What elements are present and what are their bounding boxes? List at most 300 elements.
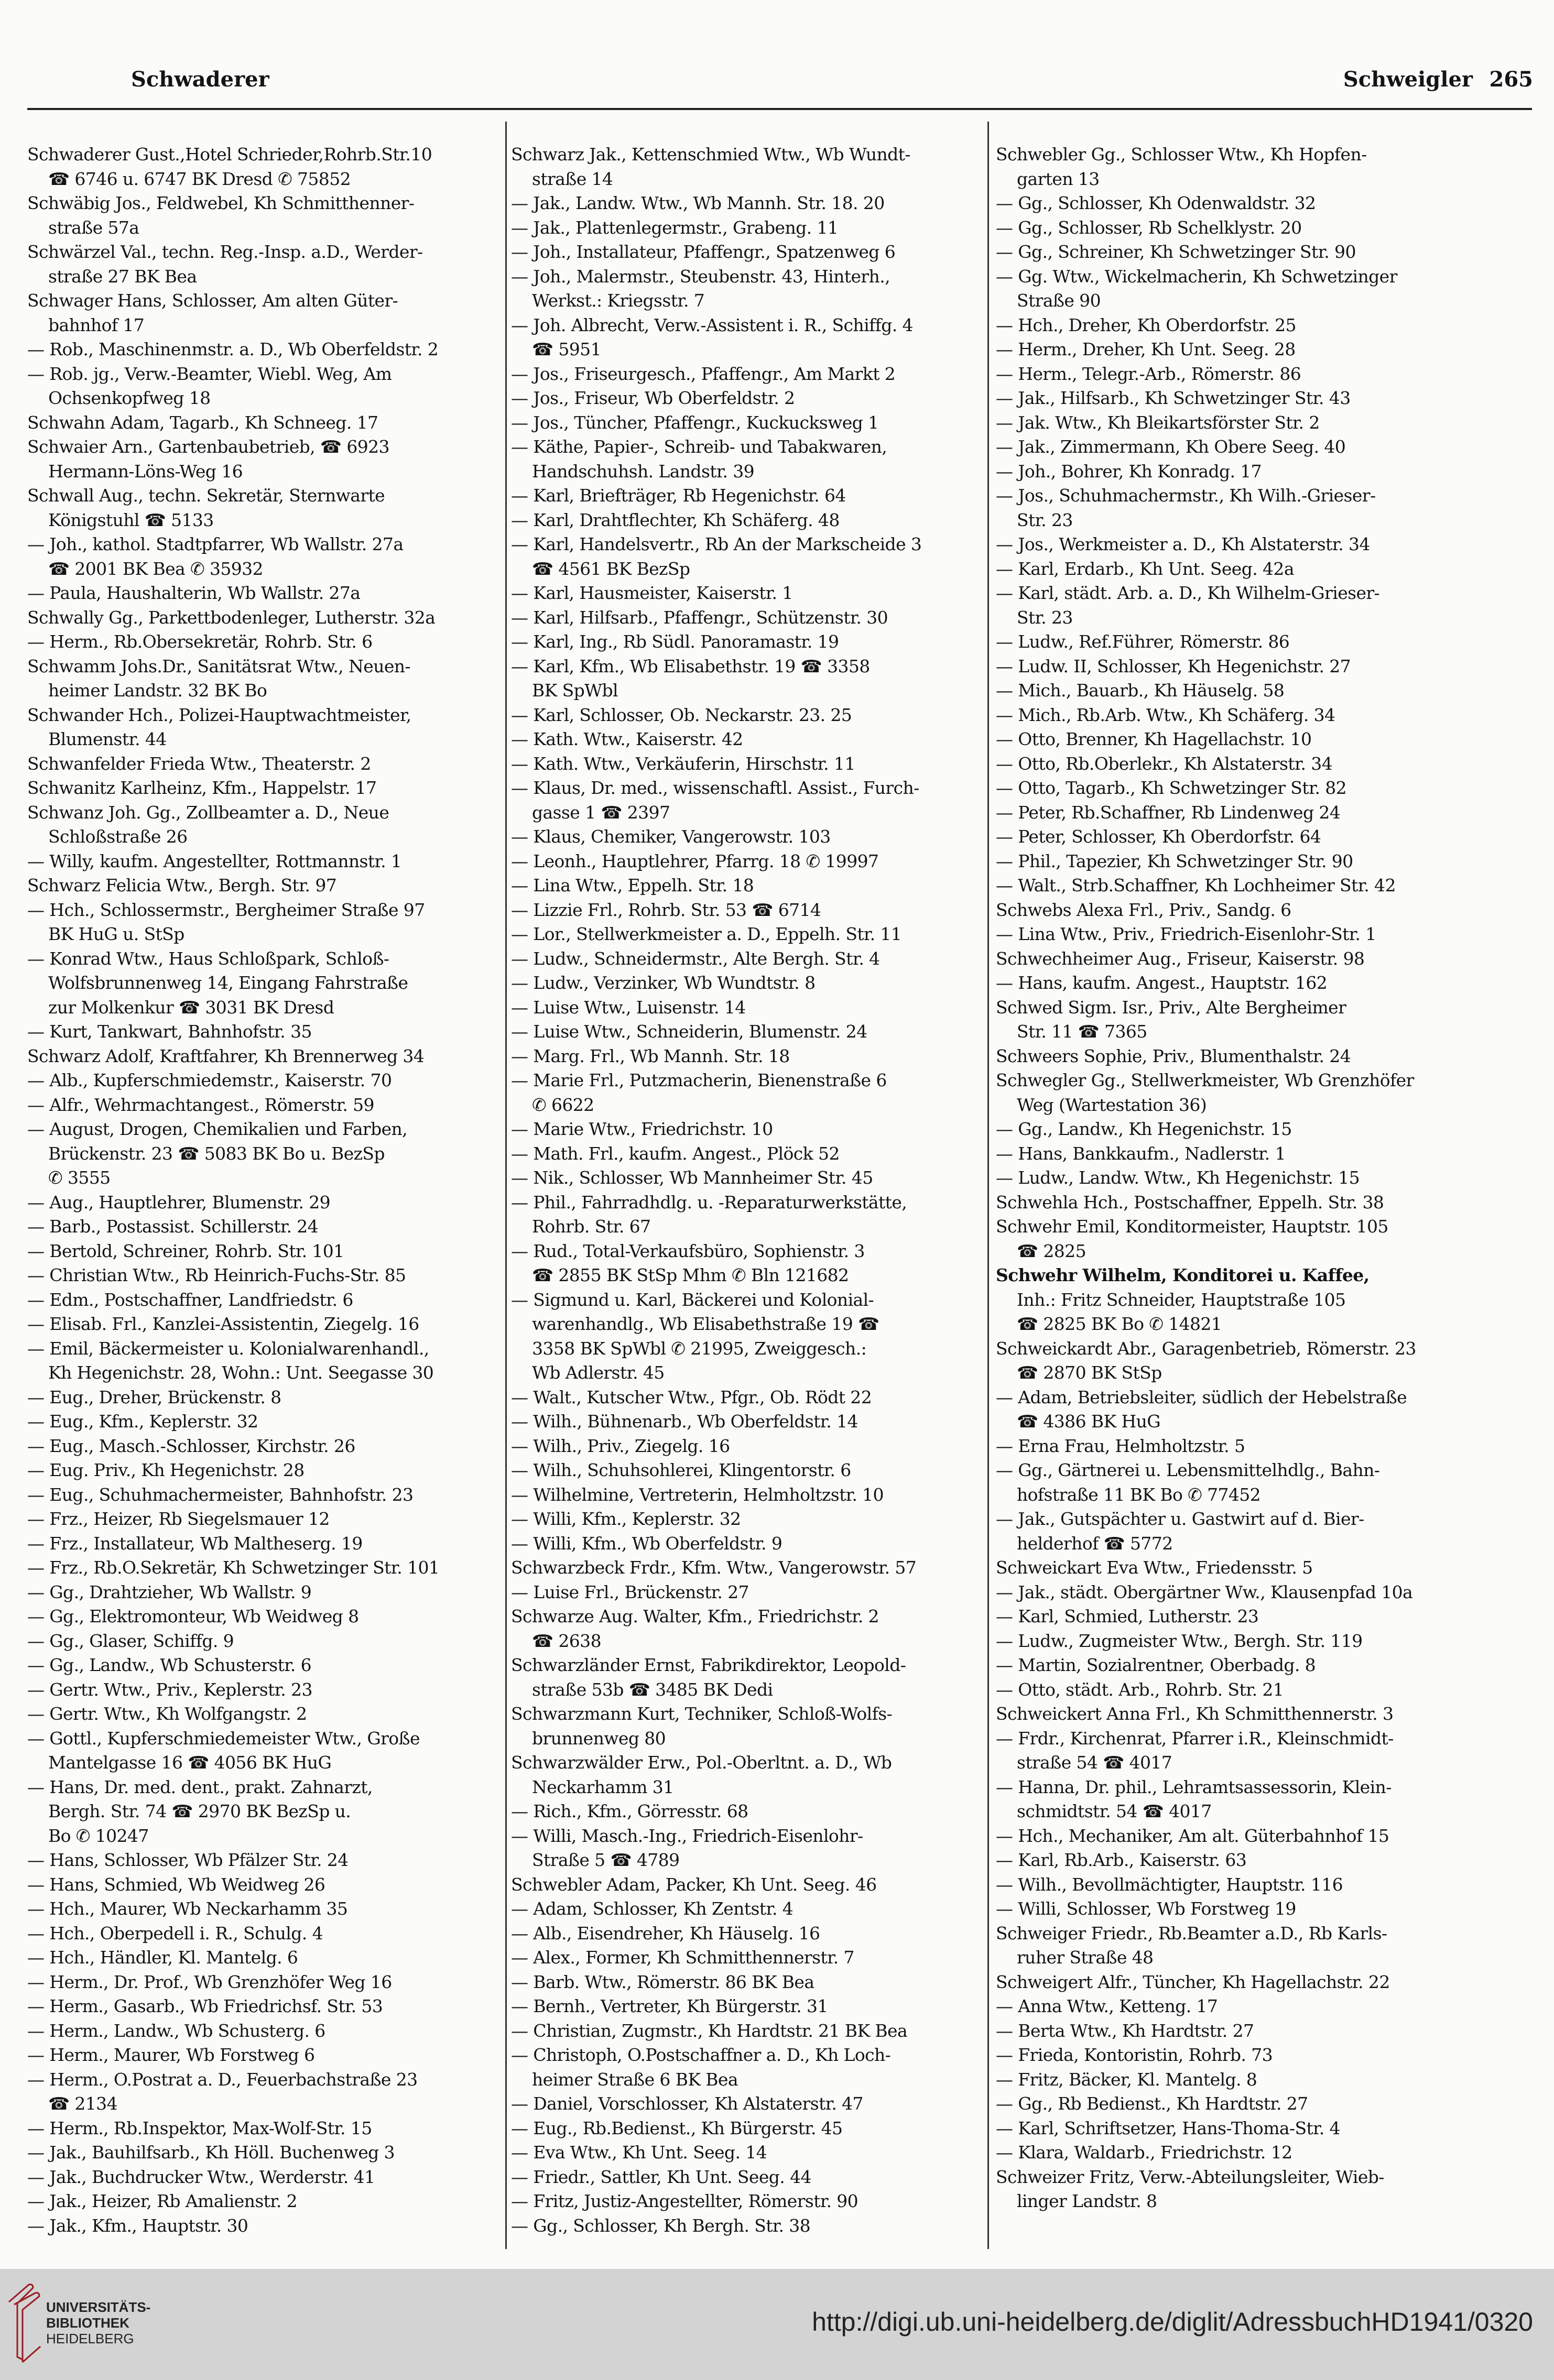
directory-entry [27, 2043, 502, 2068]
entry-line: — Ludw. II, Schlosser, Kh Hegenichstr. 27 [996, 656, 1351, 676]
entry-line: — Otto, städt. Arb., Rohrb. Str. 21 [996, 1679, 1284, 1700]
directory-entry [27, 1775, 502, 1849]
entry-line: Schwarz Adolf, Kraftfahrer, Kh Brennerweg 34 [27, 1045, 425, 1066]
entry-line: — Willi, Kfm., Keplerstr. 32 [511, 1509, 741, 1529]
directory-entry [996, 1337, 1530, 1385]
directory-entry [996, 1068, 1530, 1117]
entry-line: — Herm., Maurer, Wb Forstweg 6 [27, 2045, 315, 2065]
directory-entry [996, 947, 1530, 971]
entry-line: Schweickert Anna Frl., Kh Schmitthennerstr. 3 [996, 1704, 1394, 1724]
entry-line: — Jak., Zimmermann, Kh Obere Seeg. 40 [996, 436, 1346, 457]
directory-entry [996, 191, 1530, 216]
entry-line: — Alb., Eisendreher, Kh Häuselg. 16 [511, 1923, 820, 1944]
directory-entry [996, 2165, 1530, 2214]
entry-line: — Marie Frl., Putzmacherin, Bienenstraße 6 [511, 1070, 887, 1090]
entry-line: — Martin, Sozialrentner, Oberbadg. 8 [996, 1655, 1316, 1675]
entry-line: Schwed Sigm. Isr., Priv., Alte Bergheimer [996, 997, 1346, 1018]
directory-entry [511, 1580, 982, 1605]
directory-entry [511, 849, 982, 874]
directory-entry [27, 1458, 502, 1483]
directory-entry [511, 2092, 982, 2116]
entry-line: — Mich., Rb.Arb. Wtw., Kh Schäferg. 34 [996, 704, 1335, 725]
entry-line: — Karl, Hausmeister, Kaiserstr. 1 [511, 583, 793, 603]
entry-line: — Otto, Brenner, Kh Hagellachstr. 10 [996, 729, 1312, 749]
directory-entry [511, 1970, 982, 1995]
entry-line: — Willi, Masch.-Ing., Friedrich-Eisenlohr- [511, 1825, 863, 1846]
directory-entry [511, 313, 982, 362]
entry-line: — Peter, Schlosser, Kh Oberdorfstr. 64 [996, 826, 1321, 847]
directory-entry [996, 1385, 1530, 1434]
entry-line: — Gg., Schreiner, Kh Schwetzinger Str. 90 [996, 242, 1356, 262]
entry-line: — Luise Wtw., Luisenstr. 14 [511, 997, 746, 1018]
directory-entry [996, 1117, 1530, 1142]
entry-line: — Karl, Drahtflechter, Kh Schäferg. 48 [511, 509, 840, 530]
directory-entry [996, 1044, 1530, 1069]
directory-entry [27, 1629, 502, 1654]
directory-entry [996, 484, 1530, 532]
entry-line: — Eug., Schuhmachermeister, Bahnhofstr. 23 [27, 1484, 414, 1505]
entry-continuation-line: Mantelgasse 16 ☎ 4056 BK HuG [48, 1752, 332, 1773]
entry-line: Schwebler Adam, Packer, Kh Unt. Seeg. 46 [511, 1874, 877, 1895]
directory-entry [27, 1020, 502, 1044]
directory-entry [996, 1556, 1530, 1580]
entry-line: — Ludw., Verzinker, Wb Wundtstr. 8 [511, 973, 816, 993]
header-rule [27, 108, 1532, 110]
entry-line: — Gg., Elektromonteur, Wb Weidweg 8 [27, 1606, 359, 1626]
entry-line: Schwamm Johs.Dr., Sanitätsrat Wtw., Neuen- [27, 656, 410, 676]
directory-entry [511, 411, 982, 435]
entry-line: — Hans, Schmied, Wb Weidweg 26 [27, 1874, 325, 1895]
entry-line: — Frieda, Kontoristin, Rohrb. 73 [996, 2045, 1273, 2065]
entry-line: — Herm., Telegr.-Arb., Römerstr. 86 [996, 363, 1301, 384]
entry-line: — Daniel, Vorschlosser, Kh Alstaterstr. 47 [511, 2093, 863, 2114]
entry-line: — Willi, Kfm., Wb Oberfeldstr. 9 [511, 1533, 783, 1554]
entry-line: — Karl, Briefträger, Rb Hegenichstr. 64 [511, 485, 846, 506]
directory-entry [511, 508, 982, 533]
entry-continuation-line: bahnhof 17 [48, 314, 145, 335]
directory-entry [996, 971, 1530, 996]
entry-continuation-line: gasse 1 ☎ 2397 [532, 802, 670, 823]
entry-continuation-line: heimer Landstr. 32 BK Bo [48, 680, 267, 701]
entry-line: — Herm., Landw., Wb Schusterg. 6 [27, 2020, 325, 2041]
entry-continuation-line: Schloßstraße 26 [48, 826, 188, 847]
entry-line: — Berta Wtw., Kh Hardtstr. 27 [996, 2020, 1254, 2041]
directory-entry [27, 289, 502, 337]
entry-line: — Gertr. Wtw., Priv., Keplerstr. 23 [27, 1679, 312, 1700]
directory-entry [996, 337, 1530, 362]
entry-continuation-line: ruher Straße 48 [1017, 1947, 1154, 1968]
entry-line: — Joh. Albrecht, Verw.-Assistent i. R., Schiffg. 4 [511, 314, 913, 335]
entry-line: — Peter, Rb.Schaffner, Rb Lindenweg 24 [996, 802, 1341, 823]
directory-entry [996, 386, 1530, 411]
entry-line: — Edm., Postschaffner, Landfriedstr. 6 [27, 1289, 353, 1310]
directory-entry [511, 435, 982, 484]
directory-entry [27, 947, 502, 1020]
entry-continuation-line: Königstuhl ☎ 5133 [48, 509, 214, 530]
directory-entry [511, 143, 982, 191]
directory-entry [996, 1191, 1530, 1215]
directory-entry [996, 1458, 1530, 1507]
directory-entry [511, 874, 982, 898]
directory-entry [511, 240, 982, 265]
directory-entry [511, 1824, 982, 1873]
directory-entry [27, 1580, 502, 1605]
directory-entry [511, 2019, 982, 2044]
directory-entry [27, 1434, 502, 1459]
entry-line: — Barb., Postassist. Schillerstr. 24 [27, 1216, 319, 1237]
entry-continuation-line: garten 13 [1017, 168, 1100, 189]
entry-line: Schwander Hch., Polizei-Hauptwachtmeister, [27, 704, 411, 725]
entry-continuation-line: Weg (Wartestation 36) [1017, 1094, 1207, 1115]
entry-continuation-line: ☎ 6746 u. 6747 BK Dresd ✆ 75852 [48, 168, 351, 189]
directory-entry [27, 2165, 502, 2190]
entry-line: — Kath. Wtw., Kaiserstr. 42 [511, 729, 743, 749]
entry-continuation-line: straße 54 ☎ 4017 [1017, 1752, 1172, 1773]
directory-entry [511, 1922, 982, 1946]
entry-line: — Lina Wtw., Priv., Friedrich-Eisenlohr-Str. 1 [996, 924, 1376, 944]
entry-continuation-line: ☎ 2001 BK Bea ✆ 35932 [48, 558, 263, 579]
directory-entry [27, 2019, 502, 2044]
entry-line: Schwebs Alexa Frl., Priv., Sandg. 6 [996, 899, 1291, 920]
directory-entry [996, 1897, 1530, 1922]
entry-continuation-line: Brückenstr. 23 ☎ 5083 BK Bo u. BezSp [48, 1143, 385, 1164]
header-left-keyword: Schwaderer [131, 67, 269, 92]
directory-entry [511, 1434, 982, 1459]
entry-line: Schwanitz Karlheinz, Kfm., Happelstr. 17 [27, 778, 377, 798]
entry-continuation-line: straße 57a [48, 217, 139, 238]
entry-line: — Hch., Dreher, Kh Oberdorfstr. 25 [996, 314, 1296, 335]
entry-line: — Hch., Mechaniker, Am alt. Güterbahnhof 15 [996, 1825, 1389, 1846]
entry-line: — Karl, Ing., Rb Südl. Panoramastr. 19 [511, 631, 839, 652]
directory-entry [996, 265, 1530, 313]
directory-entry [996, 1678, 1530, 1702]
entry-line: — Gertr. Wtw., Kh Wolfgangstr. 2 [27, 1704, 307, 1724]
entry-line: Schweizer Fritz, Verw.-Abteilungsleiter, Wieb- [996, 2166, 1384, 2187]
entry-continuation-line: brunnenweg 80 [532, 1728, 666, 1749]
entry-line: — Lizzie Frl., Rohrb. Str. 53 ☎ 6714 [511, 899, 821, 920]
entry-line: — Eug., Dreher, Brückenstr. 8 [27, 1386, 281, 1407]
directory-entry [27, 1044, 502, 1069]
entry-continuation-line: ☎ 2638 [532, 1630, 601, 1651]
directory-entry [511, 216, 982, 241]
directory-entry [996, 1848, 1530, 1873]
directory-entry [996, 1775, 1530, 1824]
entry-continuation-line: Straße 90 [1017, 290, 1101, 311]
entry-line: — Barb. Wtw., Römerstr. 86 BK Bea [511, 1971, 814, 1992]
directory-entry [27, 435, 502, 484]
directory-entry [27, 2189, 502, 2214]
entry-line: Schweigert Alfr., Tüncher, Kh Hagellachstr. 22 [996, 1971, 1390, 1992]
directory-entry [511, 1507, 982, 1532]
entry-line: — Hch., Schlossermstr., Bergheimer Straße 97 [27, 899, 425, 920]
directory-entry [996, 1653, 1530, 1678]
directory-entry [511, 776, 982, 825]
directory-entry [27, 484, 502, 532]
directory-entry [27, 654, 502, 703]
library-name [46, 2299, 150, 2346]
entry-line: — Klaus, Dr. med., wissenschaftl. Assist., Furch- [511, 778, 919, 798]
entry-line: — Anna Wtw., Ketteng. 17 [996, 1996, 1218, 2016]
entry-line: — Luise Wtw., Schneiderin, Blumenstr. 24 [511, 1021, 867, 1042]
directory-entry [27, 1263, 502, 1288]
directory-entry [27, 337, 502, 362]
directory-entry [27, 2116, 502, 2141]
directory-entry [27, 1385, 502, 1410]
directory-entry [27, 411, 502, 435]
directory-entry [511, 922, 982, 947]
entry-continuation-line: zur Molkenkur ☎ 3031 BK Dresd [48, 997, 334, 1018]
entry-line: — Jos., Friseur, Wb Oberfeldstr. 2 [511, 388, 795, 408]
entry-continuation-line: Hermann-Löns-Weg 16 [48, 461, 243, 482]
entry-line: — Rob. jg., Verw.-Beamter, Wiebl. Weg, Am [27, 363, 392, 384]
directory-entry [511, 630, 982, 654]
page-number: 265 [1489, 67, 1533, 92]
entry-line: — Luise Frl., Brückenstr. 27 [511, 1581, 749, 1602]
entry-line: — Herm., Dreher, Kh Unt. Seeg. 28 [996, 339, 1296, 359]
entry-line: Schwaier Arn., Gartenbaubetrieb, ☎ 6923 [27, 436, 389, 457]
directory-entry [27, 1922, 502, 1946]
entry-line: — Marie Wtw., Friedrichstr. 10 [511, 1119, 773, 1139]
directory-entry [27, 1556, 502, 1580]
directory-entry [996, 2116, 1530, 2141]
directory-entry [996, 679, 1530, 703]
entry-line: — Herm., Gasarb., Wb Friedrichsf. Str. 53 [27, 1996, 383, 2016]
entry-line: — Kurt, Tankwart, Bahnhofstr. 35 [27, 1021, 312, 1042]
entry-line: — Wilh., Schuhsohlerei, Klingentorstr. 6 [511, 1460, 851, 1480]
directory-entry [996, 1215, 1530, 1263]
entry-line: — Jak., Plattenlegermstr., Grabeng. 11 [511, 217, 839, 238]
entry-line: Schwarzländer Ernst, Fabrikdirektor, Leopold- [511, 1655, 906, 1675]
entry-line: — Gg., Rb Bedienst., Kh Hardtstr. 27 [996, 2093, 1308, 2114]
entry-line: Schwehr Emil, Konditormeister, Hauptstr. 105 [996, 1216, 1388, 1237]
directory-entry [27, 2141, 502, 2165]
entry-line: — Jos., Friseurgesch., Pfaffengr., Am Markt 2 [511, 363, 896, 384]
directory-entry [996, 411, 1530, 435]
directory-entry [996, 922, 1530, 947]
entry-line: — Klaus, Chemiker, Vangerowstr. 103 [511, 826, 831, 847]
entry-line: — Eva Wtw., Kh Unt. Seeg. 14 [511, 2142, 767, 2163]
entry-continuation-line: ☎ 2855 BK StSp Mhm ✆ Bln 121682 [532, 1265, 849, 1285]
directory-entry [511, 1556, 982, 1580]
directory-entry [511, 1044, 982, 1069]
entry-line: — Christoph, O.Postschaffner a. D., Kh Loch- [511, 2045, 891, 2065]
entry-continuation-line: hofstraße 11 BK Bo ✆ 77452 [1017, 1484, 1261, 1505]
entry-line: — Herm., O.Postrat a. D., Feuerbachstraße 23 [27, 2069, 418, 2090]
entry-line: — Karl, Schmied, Lutherstr. 23 [996, 1606, 1259, 1626]
directory-entry [27, 191, 502, 240]
entry-line: — Frz., Installateur, Wb Maltheserg. 19 [27, 1533, 363, 1554]
entry-line: — Christian Wtw., Rb Heinrich-Fuchs-Str. 85 [27, 1265, 406, 1285]
entry-line: — Rud., Total-Verkaufsbüro, Sophienstr. 3 [511, 1240, 865, 1261]
directory-column-1 [27, 143, 502, 2238]
entry-line: Schwanz Joh. Gg., Zollbeamter a. D., Neue [27, 802, 389, 823]
directory-entry [996, 2043, 1530, 2068]
entry-continuation-line: Rohrb. Str. 67 [532, 1216, 651, 1237]
entry-line: Schwebler Gg., Schlosser Wtw., Kh Hopfen- [996, 144, 1367, 165]
entry-line: — Elisab. Frl., Kanzlei-Assistentin, Ziegelg. 16 [27, 1314, 419, 1334]
entry-line: — Math. Frl., kaufm. Angest., Plöck 52 [511, 1143, 840, 1164]
directory-entry [996, 630, 1530, 654]
entry-line: — Herm., Rb.Obersekretär, Rohrb. Str. 6 [27, 631, 373, 652]
directory-entry [511, 191, 982, 216]
entry-line: — Gg., Schlosser, Rb Schelklystr. 20 [996, 217, 1302, 238]
entry-line: — Joh., Bohrer, Kh Konradg. 17 [996, 461, 1262, 482]
entry-line: — Ludw., Ref.Führer, Römerstr. 86 [996, 631, 1290, 652]
directory-entry [27, 1678, 502, 1702]
directory-entry [511, 1117, 982, 1142]
entry-line: — Fritz, Bäcker, Kl. Mantelg. 8 [996, 2069, 1257, 2090]
entry-line: — Eug., Rb.Bedienst., Kh Bürgerstr. 45 [511, 2117, 843, 2138]
directory-entry [996, 1604, 1530, 1629]
library-footer [0, 2269, 1554, 2380]
entry-line: — Otto, Rb.Oberlekr., Kh Alstaterstr. 34 [996, 753, 1333, 774]
directory-entry [511, 606, 982, 630]
directory-entry [27, 801, 502, 849]
entry-line: — Phil., Tapezier, Kh Schwetzinger Str. 90 [996, 850, 1353, 871]
directory-entry [996, 727, 1530, 752]
entry-line: Schweiger Friedr., Rb.Beamter a.D., Rb Karls- [996, 1923, 1387, 1944]
directory-entry [511, 532, 982, 581]
directory-entry [511, 825, 982, 849]
directory-entry [996, 1507, 1530, 1556]
directory-entry [27, 703, 502, 752]
directory-entry [996, 1166, 1530, 1191]
directory-entry [996, 2068, 1530, 2092]
entry-line: Schwehla Hch., Postschaffner, Eppelh. Str. 38 [996, 1192, 1384, 1213]
entry-continuation-line: Blumenstr. 44 [48, 729, 167, 749]
entry-line: — Herm., Dr. Prof., Wb Grenzhöfer Weg 16 [27, 1971, 392, 1992]
entry-line: — Rob., Maschinenmstr. a. D., Wb Oberfeldstr. 2 [27, 339, 439, 359]
directory-entry [27, 2214, 502, 2239]
entry-line: — Gg. Wtw., Wickelmacherin, Kh Schwetzinger [996, 266, 1397, 287]
source-url[interactable]: http://digi.ub.uni-heidelberg.de/diglit/AdressbuchHD1941/0320 [812, 2307, 1533, 2337]
directory-entry [996, 1142, 1530, 1166]
directory-entry [511, 727, 982, 752]
entry-line: Schwanfelder Frieda Wtw., Theaterstr. 2 [27, 753, 371, 774]
directory-entry [996, 557, 1530, 582]
directory-entry [27, 898, 502, 947]
logo-line: HEIDELBERG [46, 2331, 134, 2346]
directory-entry [27, 1604, 502, 1629]
entry-continuation-line: ✆ 6622 [532, 1094, 594, 1115]
directory-entry [511, 1410, 982, 1434]
directory-entry [27, 143, 502, 191]
entry-continuation-line: BK SpWbl [532, 680, 618, 701]
entry-line: Schwarzwälder Erw., Pol.-Oberltnt. a. D., Wb [511, 1752, 892, 1773]
directory-entry [511, 1532, 982, 1556]
directory-entry [996, 776, 1530, 801]
entry-continuation-line: ☎ 2825 [1017, 1240, 1086, 1261]
directory-entry [996, 825, 1530, 849]
entry-line: — Jak., Heizer, Rb Amalienstr. 2 [27, 2191, 298, 2211]
entry-line: — Karl, Schlosser, Ob. Neckarstr. 23. 25 [511, 704, 852, 725]
directory-entry [511, 2141, 982, 2165]
entry-line: — Jak., Gutspächter u. Gastwirt auf d. Bier- [996, 1509, 1364, 1529]
entry-line: — Jak., Landw. Wtw., Wb Mannh. Str. 18. 20 [511, 193, 885, 213]
entry-line: — Ludw., Schneidermstr., Alte Bergh. Str. 4 [511, 948, 880, 969]
entry-line: — Konrad Wtw., Haus Schloßpark, Schloß- [27, 948, 389, 969]
directory-entry [511, 1239, 982, 1288]
directory-entry [27, 1873, 502, 1897]
directory-entry [27, 874, 502, 898]
entry-line: Schweickardt Abr., Garagenbetrieb, Römerstr. 23 [996, 1338, 1416, 1359]
directory-entry [27, 1483, 502, 1508]
directory-entry [511, 581, 982, 606]
entry-continuation-line: Str. 11 ☎ 7365 [1017, 1021, 1147, 1042]
directory-entry [27, 1653, 502, 1678]
entry-continuation-line: ✆ 3555 [48, 1167, 111, 1188]
entry-line: — Mich., Bauarb., Kh Häuselg. 58 [996, 680, 1285, 701]
entry-line: — Alb., Kupferschmiedemstr., Kaiserstr. 70 [27, 1070, 392, 1090]
entry-line: — Aug., Hauptlehrer, Blumenstr. 29 [27, 1192, 331, 1213]
entry-line: — Lor., Stellwerkmeister a. D., Eppelh. Str. 11 [511, 924, 902, 944]
entry-line: Schwärzel Val., techn. Reg.-Insp. a.D., Werder- [27, 242, 423, 262]
directory-entry [511, 1873, 982, 1897]
directory-entry [511, 654, 982, 703]
entry-line: — Karl, Handelsvertr., Rb An der Markscheide 3 [511, 534, 922, 554]
header-right-keyword: Schweigler [1343, 67, 1473, 92]
entry-line: Schwechheimer Aug., Friseur, Kaiserstr. 98 [996, 948, 1365, 969]
entry-continuation-line: heimer Straße 6 BK Bea [532, 2069, 738, 2090]
directory-entry [996, 2092, 1530, 2116]
entry-line: Schwarzbeck Frdr., Kfm. Wtw., Vangerowstr. 57 [511, 1557, 917, 1578]
entry-line: Schwager Hans, Schlosser, Am alten Güter- [27, 290, 398, 311]
entry-continuation-line: 3358 BK SpWbl ✆ 21995, Zweiggesch.: [532, 1338, 867, 1359]
entry-line: — Gg., Landw., Kh Hegenichstr. 15 [996, 1119, 1292, 1139]
entry-line: — Joh., kathol. Stadtpfarrer, Wb Wallstr. 27a [27, 534, 404, 554]
entry-line: Schwäbig Jos., Feldwebel, Kh Schmitthenner- [27, 193, 415, 213]
entry-line: — Jak. Wtw., Kh Bleikartsförster Str. 2 [996, 412, 1320, 433]
entry-line: — Jos., Werkmeister a. D., Kh Alstaterstr. 34 [996, 534, 1370, 554]
entry-line: Schwahn Adam, Tagarb., Kh Schneeg. 17 [27, 412, 378, 433]
directory-entry [27, 1288, 502, 1313]
directory-entry [27, 630, 502, 654]
entry-line: — Frz., Rb.O.Sekretär, Kh Schwetzinger Str. 101 [27, 1557, 440, 1578]
entry-line: — Hans, Dr. med. dent., prakt. Zahnarzt, [27, 1776, 373, 1797]
directory-entry [27, 1507, 502, 1532]
entry-line: — Frdr., Kirchenrat, Pfarrer i.R., Kleinschmidt- [996, 1728, 1394, 1749]
entry-line: — Hanna, Dr. phil., Lehramtsassessorin, Klein- [996, 1776, 1392, 1797]
entry-line: — Willi, Schlosser, Wb Forstweg 19 [996, 1898, 1296, 1919]
directory-entry [511, 2189, 982, 2214]
entry-line: Schwarz Jak., Kettenschmied Wtw., Wb Wundt- [511, 144, 910, 165]
directory-entry [27, 1068, 502, 1093]
directory-entry [27, 1848, 502, 1873]
directory-entry [27, 581, 502, 606]
directory-entry [511, 1653, 982, 1702]
directory-entry [511, 362, 982, 387]
entry-line: — Herm., Rb.Inspektor, Max-Wolf-Str. 15 [27, 2117, 372, 2138]
entry-continuation-line: Wolfsbrunnenweg 14, Eingang Fahrstraße [48, 973, 408, 993]
entry-line: — Gg., Drahtzieher, Wb Wallstr. 9 [27, 1581, 312, 1602]
directory-entry [996, 1970, 1530, 1995]
directory-entry [511, 1799, 982, 1824]
entry-line: — Karl, Kfm., Wb Elisabethstr. 19 ☎ 3358 [511, 656, 870, 676]
entry-continuation-line: schmidtstr. 54 ☎ 4017 [1017, 1801, 1212, 1821]
logo-line: UNIVERSITÄTS- [46, 2299, 151, 2315]
directory-entry [996, 1434, 1530, 1459]
entry-line: — August, Drogen, Chemikalien und Farben, [27, 1119, 408, 1139]
directory-entry [511, 1897, 982, 1922]
entry-continuation-line: Neckarhamm 31 [532, 1776, 674, 1797]
entry-line: Schwarzmann Kurt, Techniker, Schloß-Wolfs- [511, 1704, 893, 1724]
entry-line: — Gottl., Kupferschmiedemeister Wtw., Große [27, 1728, 420, 1749]
directory-entry [511, 971, 982, 996]
directory-entry [996, 581, 1530, 630]
directory-entry [996, 849, 1530, 874]
directory-entry [27, 1727, 502, 1775]
directory-entry [996, 1629, 1530, 1654]
